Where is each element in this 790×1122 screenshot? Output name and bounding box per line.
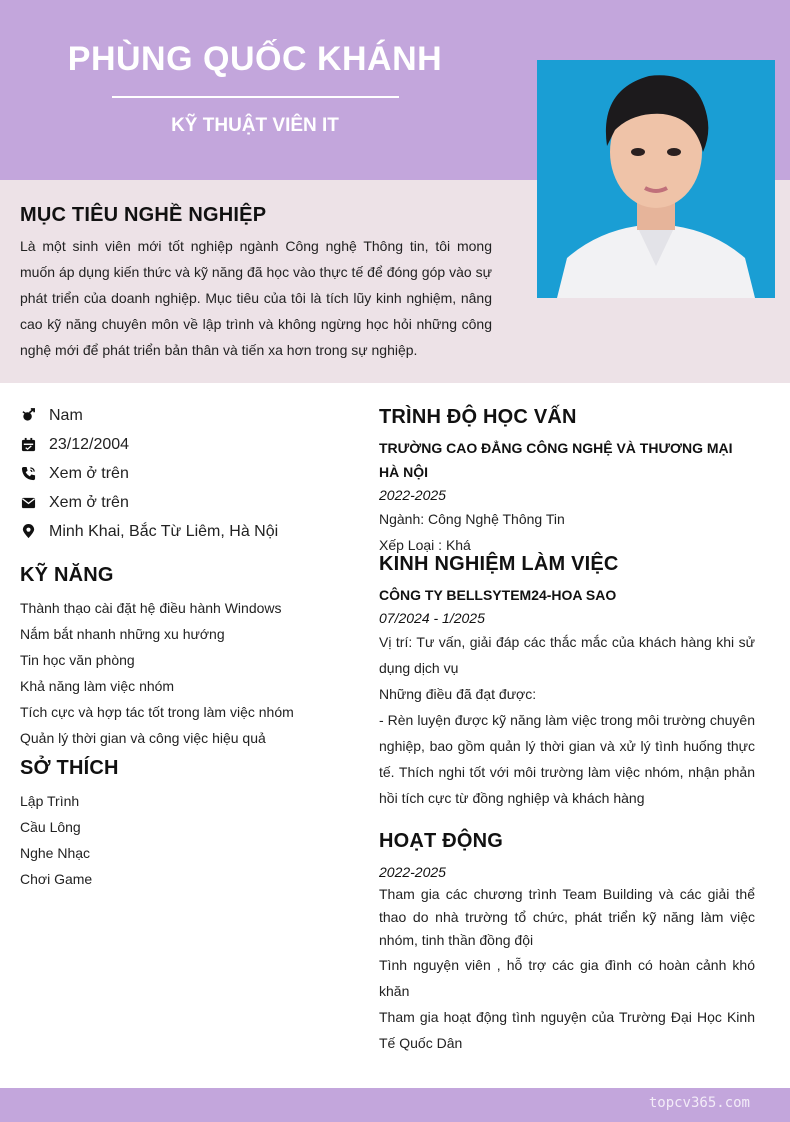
objective-text: Là một sinh viên mới tốt nghiệp ngành Công nghệ Thông tin, tôi mong muốn áp dụng kiến thức và kỹ năng đã học vào thực tế để đóng góp vào sự phát triển của doanh nghiệp. Mục tiêu của tôi là tích lũy kinh nghiệm, nâng cao kỹ năng chuyên môn về lập trình và không ngừng học hỏi những công nghệ mới để phát triển bản thân và tiến xa hơn trong sự nghiệp. <box>20 238 492 358</box>
education-title: TRÌNH ĐỘ HỌC VẤN <box>379 406 577 428</box>
birthday-value: 23/12/2004 <box>49 435 130 453</box>
hobbies-title: SỞ THÍCH <box>20 757 119 779</box>
experience-block <box>379 583 755 811</box>
skill-item: Thành thạo cài đặt hệ điều hành Windows <box>20 600 282 616</box>
achievements-text: - Rèn luyện được kỹ năng làm việc trong môi trường chuyên nghiệp, bao gồm quản lý thời gian và xử lý tình huống thực tế. Thích nghi tốt với môi trường làm việc nhóm, nhận phản hồi tích cực từ đồng nghiệp và khách hàng <box>379 712 755 806</box>
objective-title: MỤC TIÊU NGHỀ NGHIỆP <box>20 204 267 226</box>
skill-item: Quản lý thời gian và công việc hiệu quả <box>20 730 266 746</box>
achievements-label: Những điều đã đạt được: <box>379 686 537 702</box>
skills-title: KỸ NĂNG <box>20 564 114 586</box>
contact-birthday <box>20 430 350 459</box>
calendar-icon <box>20 437 36 453</box>
hobby-item: Cầu Lông <box>20 819 81 835</box>
name-divider <box>112 96 399 98</box>
activity-item: Tham gia hoạt động tình nguyện của Trường Đại Học Kinh Tế Quốc Dân <box>379 1009 755 1051</box>
skills-list <box>20 595 350 751</box>
footer-band <box>0 1088 790 1122</box>
skill-item: Khả năng làm việc nhóm <box>20 678 175 694</box>
hobby-item: Nghe Nhạc <box>20 845 91 861</box>
education-major: Ngành: Công Nghệ Thông Tin <box>379 511 565 527</box>
hobby-item: Lập Trình <box>20 793 80 809</box>
job-title: KỸ THUẬT VIÊN IT <box>171 115 339 136</box>
activities-title: HOẠT ĐỘNG <box>379 830 504 852</box>
education-period: 2022-2025 <box>379 487 446 503</box>
contact-gender <box>20 401 350 430</box>
gender-value: Nam <box>49 406 83 424</box>
skill-item: Tích cực và hợp tác tốt trong làm việc nhóm <box>20 704 294 720</box>
email-value: Xem ở trên <box>49 493 129 511</box>
phone-icon <box>20 466 36 482</box>
experience-period: 07/2024 - 1/2025 <box>379 610 485 626</box>
watermark-text: topcv365.com <box>648 1095 750 1111</box>
experience-title: KINH NGHIỆM LÀM VIỆC <box>379 553 619 575</box>
phone-value: Xem ở trên <box>49 464 129 482</box>
address-value: Minh Khai, Bắc Từ Liêm, Hà Nội <box>49 522 279 540</box>
school-name: TRƯỜNG CAO ĐẲNG CÔNG NGHỆ VÀ THƯƠNG MẠI HÀ NỘI <box>379 440 733 480</box>
email-icon <box>20 495 36 511</box>
company-name: CÔNG TY BELLSYTEM24-HOA SAO <box>379 587 617 603</box>
activities-period: 2022-2025 <box>379 864 446 880</box>
education-grade: Xếp Loại : Khá <box>379 537 471 553</box>
activities-block <box>379 861 755 1056</box>
contact-phone <box>20 459 350 488</box>
hobbies-list <box>20 788 350 892</box>
skill-item: Tin học văn phòng <box>20 652 135 668</box>
contact-email <box>20 488 350 517</box>
skill-item: Nắm bắt nhanh những xu hướng <box>20 626 225 642</box>
portrait-image <box>537 60 775 298</box>
gender-icon <box>20 408 36 424</box>
activity-item: Tham gia các chương trình Team Building và các giải thể thao do nhà trường tổ chức, phát triển kỹ năng làm việc nhóm, tinh thần đồng đội <box>379 886 755 948</box>
profile-photo <box>537 60 775 298</box>
contact-list <box>20 401 350 546</box>
contact-address <box>20 517 350 546</box>
hobby-item: Chơi Game <box>20 871 93 887</box>
candidate-name: PHÙNG QUỐC KHÁNH <box>67 40 443 78</box>
activity-item: Tình nguyện viên , hỗ trợ các gia đình có hoàn cảnh khó khăn <box>379 957 755 999</box>
education-block <box>379 436 755 558</box>
location-icon <box>20 524 36 540</box>
experience-role: Vị trí: Tư vấn, giải đáp các thắc mắc của khách hàng khi sử dụng dịch vụ <box>379 634 755 676</box>
